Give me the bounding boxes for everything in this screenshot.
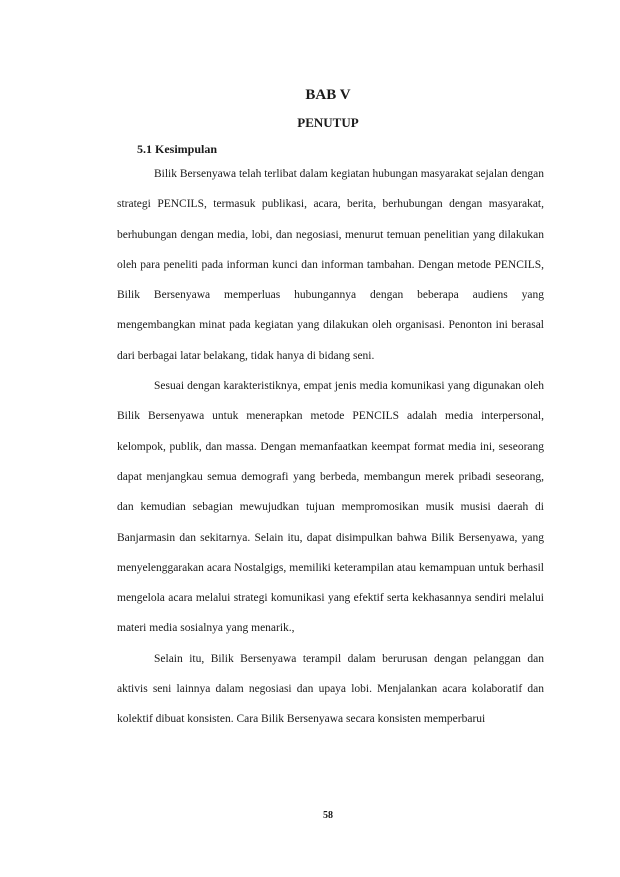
chapter-title: BAB V (305, 87, 351, 103)
chapter-subtitle: PENUTUP (297, 115, 359, 130)
paragraph: Bilik Bersenyawa telah terlibat dalam kegiatan hubungan masyarakat sejalan dengan strategi PENCILS, termasuk publikasi, acara, berita, berhubungan dengan masyarakat, berhubungan dengan media, lobi, dan negosiasi, menurut temuan penelitian yang dilakukan oleh para peneliti pada informan kunci dan informan tambahan. Dengan metode PENCILS, Bilik Bersenyawa memperluas hubungannya dengan beberapa audiens yang mengembangkan minat pada kegiatan yang dilakukan oleh organisasi. Penonton ini berasal dari berbagai latar belakang, tidak hanya di bidang seni. (117, 168, 544, 362)
paragraph: Selain itu, Bilik Bersenyawa terampil dalam berurusan dengan pelanggan dan aktivis seni lainnya dalam negosiasi dan upaya lobi. Menjalankan acara kolaboratif dan kolektif dibuat konsisten. Cara Bilik Bersenyawa secara konsisten memperbarui (117, 652, 544, 726)
paragraph: Sesuai dengan karakteristiknya, empat jenis media komunikasi yang digunakan oleh Bilik Bersenyawa untuk menerapkan metode PENCILS adalah media interpersonal, kelompok, publik, dan massa. Dengan memanfaatkan keempat format media ini, seseorang dapat menjangkau semua demografi yang berbeda, membangun merek pribadi seseorang, dan kemudian sebagian mewujudkan tujuan mempromosikan musik musisi daerah di Banjarmasin dan sekitarnya. Selain itu, dapat disimpulkan bahwa Bilik Bersenyawa, yang menyelenggarakan acara Nostalgigs, memiliki keterampilan atau kemampuan untuk berhasil mengelola acara melalui strategi komunikasi yang efektif serta kekhasannya sendiri melalui materi media sosialnya yang menarik., (117, 380, 544, 635)
page-number: 58 (323, 810, 333, 821)
body-text (117, 159, 544, 735)
section-heading: 5.1 Kesimpulan (137, 142, 218, 156)
